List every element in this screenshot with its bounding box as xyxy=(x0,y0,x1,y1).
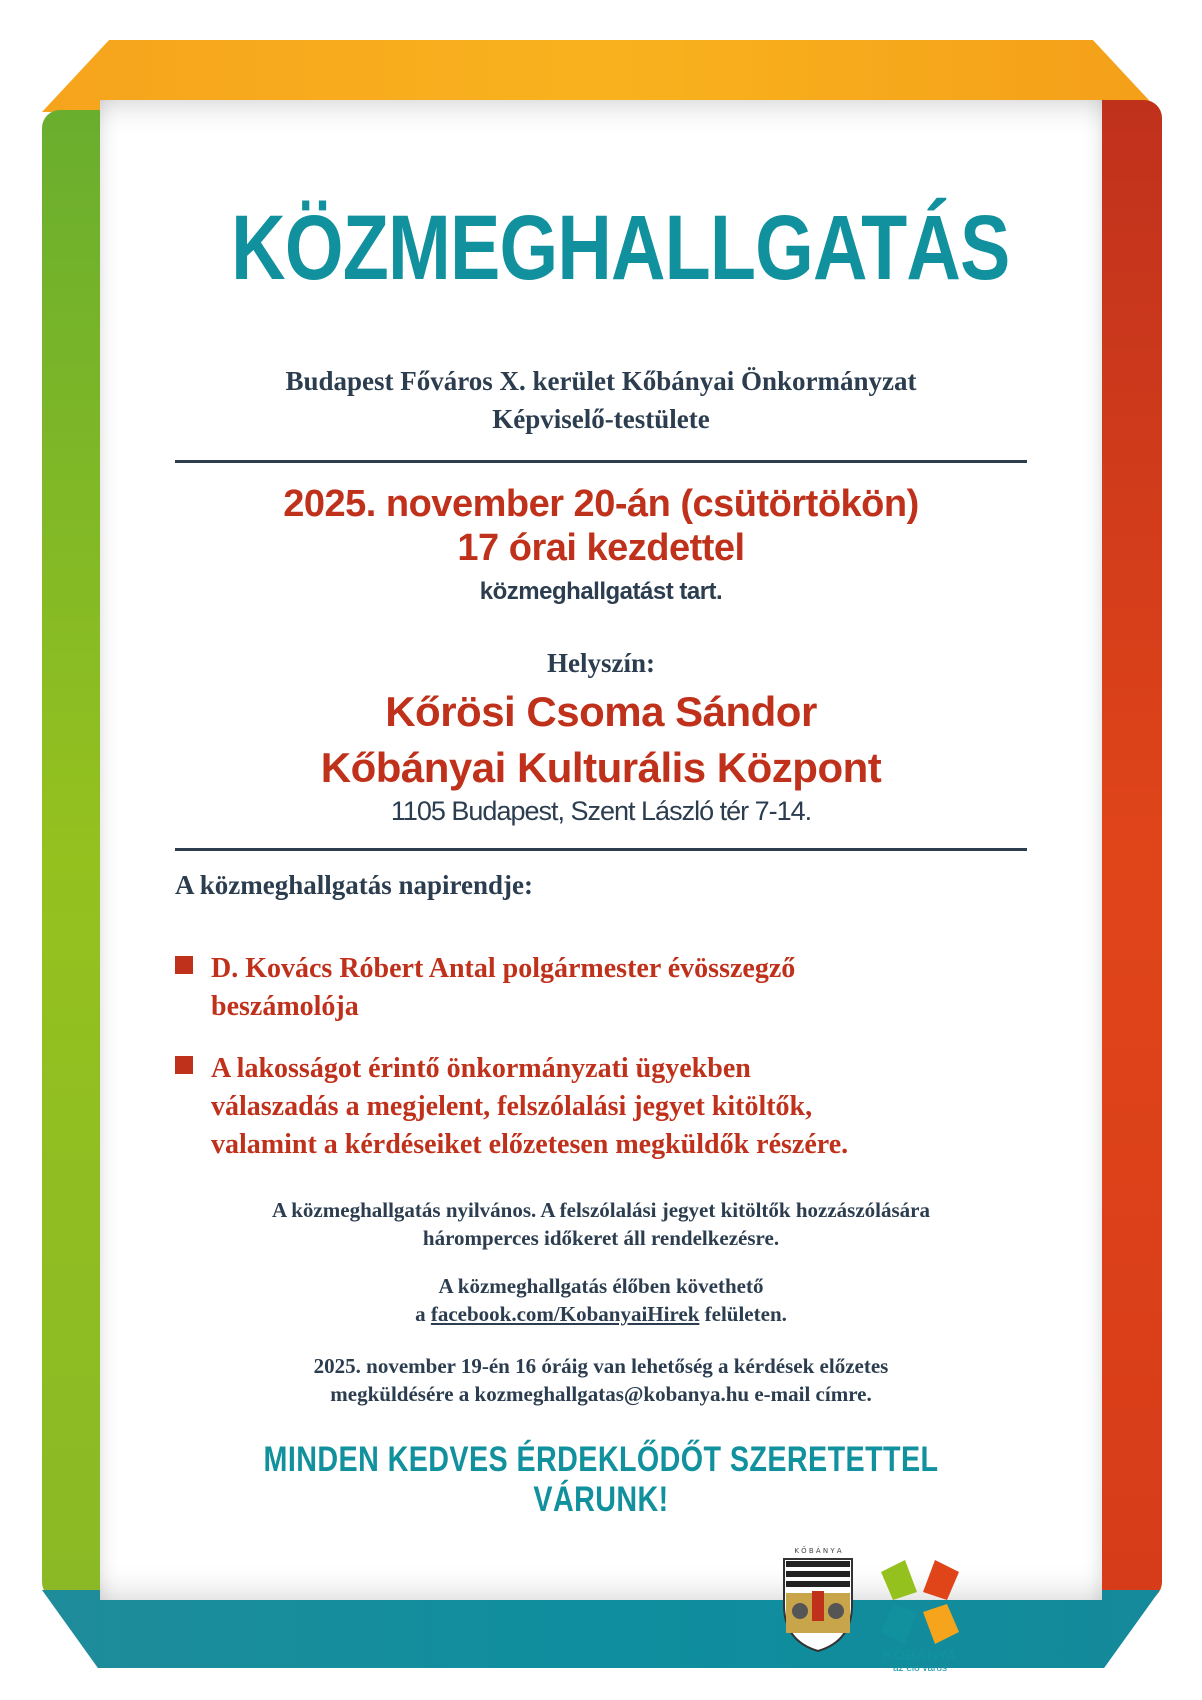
organizer-line1: Budapest Főváros X. kerület Kőbányai Önkormányzat xyxy=(285,366,917,396)
page-title: KÖZMEGHALLGATÁS xyxy=(231,197,1010,299)
frame-left-green xyxy=(42,110,102,1600)
agenda-item-line: válaszadás a megjelent, felszólalási jegyet kitöltők, xyxy=(211,1091,813,1122)
agenda-heading: A közmeghallgatás napirendje: xyxy=(175,870,534,900)
kobanya-logo-icon xyxy=(875,1552,965,1672)
frame-right-red xyxy=(1100,100,1162,1600)
frame-bottom-teal xyxy=(42,1590,1160,1668)
public-note: A közmeghallgatás nyilvános. A felszólalási jegyet kitöltők hozzászólására háromperces időkeret áll rendelkezésre. xyxy=(272,1198,930,1250)
stream-note: A közmeghallgatás élőben követhető a facebook.com/KobanyaiHirek felületen. xyxy=(415,1274,787,1326)
event-date: 2025. november 20-án (csütörtökön) xyxy=(283,483,919,525)
organizer xyxy=(150,362,1052,438)
logo-name: KŐBÁNYA xyxy=(882,1647,958,1664)
venue-address: 1105 Budapest, Szent László tér 7-14. xyxy=(390,796,812,826)
divider-bottom xyxy=(175,848,1027,851)
venue-name-line1: Kőrösi Csoma Sándor xyxy=(385,688,817,735)
venue-label: Helyszín: xyxy=(547,648,655,678)
square-bullet-icon xyxy=(175,956,193,974)
closing-message: MINDEN KEDVES ÉRDEKLŐDŐT SZERETETTEL VÁRUNK! xyxy=(263,1440,939,1519)
venue-name-line2: Kőbányai Kulturális Központ xyxy=(320,744,882,791)
facebook-link[interactable]: facebook.com/KobanyaiHirek xyxy=(430,1302,700,1326)
divider-top xyxy=(175,460,1027,463)
agenda-item-line: A lakosságot érintő önkormányzati ügyekben xyxy=(211,1053,751,1084)
event-datetime xyxy=(150,482,1052,614)
coat-of-arms-icon xyxy=(778,1545,858,1655)
agenda-item-line: valamint a kérdéseiket előzetesen megküldők részére. xyxy=(211,1129,849,1160)
crest-text: K Ő B Á N Y A xyxy=(794,1547,842,1555)
agenda-item-line: beszámolója xyxy=(211,991,359,1022)
event-time: 17 órai kezdettel xyxy=(457,527,745,569)
organizer-line2: Képviselő-testülete xyxy=(492,404,710,434)
agenda-item-line: D. Kovács Róbert Antal polgármester évösszegző xyxy=(211,953,796,984)
venue-name xyxy=(150,684,1052,796)
logo-tagline: az élő város xyxy=(893,1663,947,1672)
event-action: közmeghallgatást tart. xyxy=(479,578,723,605)
deadline-note: 2025. november 19-én 16 óráig van lehetőség a kérdések előzetes megküldésére a kozmeghallgatas@kobanya.hu e-mail címre. xyxy=(313,1354,889,1406)
square-bullet-icon xyxy=(175,1056,193,1074)
